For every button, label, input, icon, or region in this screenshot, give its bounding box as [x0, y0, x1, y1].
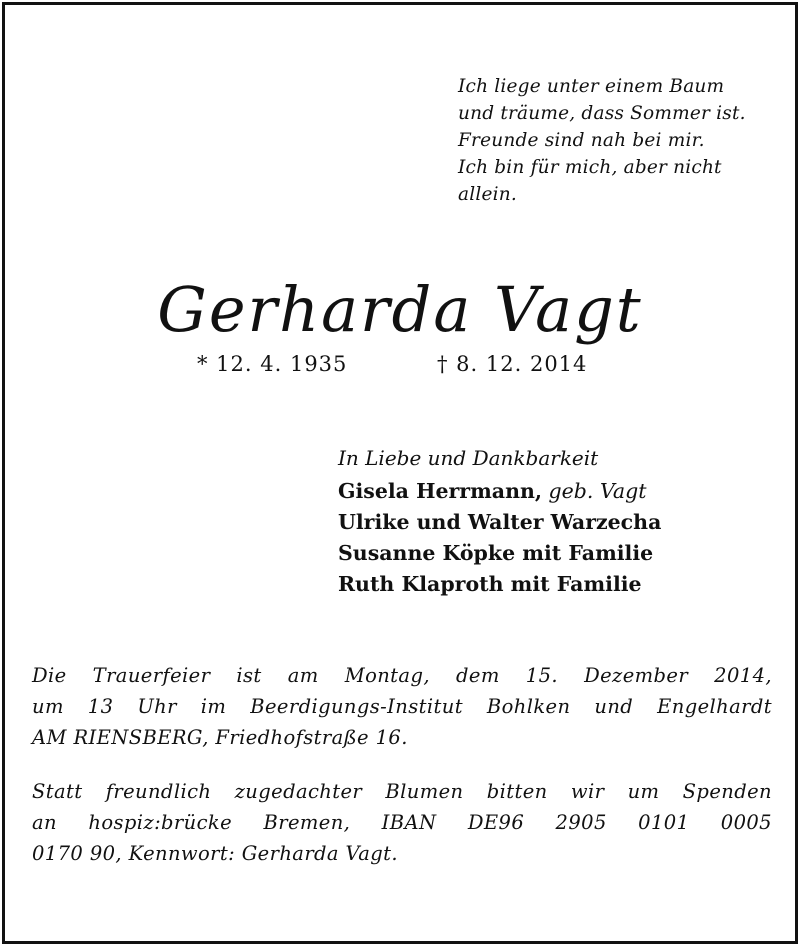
poem-line: Ich liege unter einem Baum	[458, 76, 725, 97]
mourner-name: Susanne Köpke mit Familie	[338, 541, 654, 565]
poem-line: allein.	[458, 184, 517, 205]
funeral-line: um 13 Uhr im Beerdigungs-Institut Bohlken und Engelhardt	[32, 695, 772, 718]
mourner-name: Ruth Klaproth mit Familie	[338, 572, 642, 596]
donation-line: an hospiz:brücke Bremen, IBAN DE96 2905 0101 0005	[32, 811, 772, 834]
donation-line: 0170 90, Kennwort: Gerharda Vagt.	[32, 842, 398, 865]
death-date: † 8. 12. 2014	[437, 352, 588, 376]
mourner-name: Ulrike und Walter Warzecha	[338, 510, 662, 534]
donation-notice	[32, 776, 772, 869]
poem-line: Ich bin für mich, aber nicht	[458, 157, 722, 178]
mourners-block	[338, 440, 778, 600]
mourners-intro: In Liebe und Dankbarkeit	[338, 446, 599, 470]
funeral-notice	[32, 660, 772, 753]
donation-line: Statt freundlich zugedachter Blumen bitten wir um Spenden	[32, 780, 772, 803]
mourner-name	[338, 476, 778, 507]
birth-date: * 12. 4. 1935	[197, 352, 348, 376]
poem-line: Freunde sind nah bei mir.	[458, 130, 705, 151]
deceased-name: Gerharda Vagt	[157, 273, 643, 346]
funeral-line: AM RIENSBERG, Friedhofstraße 16.	[32, 726, 408, 749]
poem	[458, 73, 788, 208]
mourner-maiden-name: geb. Vagt	[542, 479, 647, 503]
poem-line: und träume, dass Sommer ist.	[458, 103, 746, 124]
mourner-first-name: Gisela Herrmann,	[338, 479, 543, 503]
funeral-line: Die Trauerfeier ist am Montag, dem 15. Dezember 2014,	[32, 664, 772, 687]
